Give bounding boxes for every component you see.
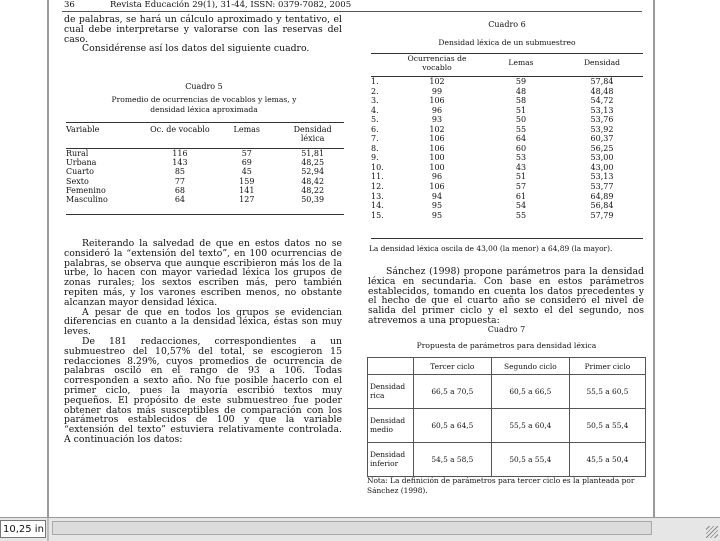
intro-paragraph: Considérense así los datos del siguiente cuadro.: [82, 43, 310, 55]
column-header: Primer ciclo: [569, 358, 645, 375]
table-cell: 9.: [371, 153, 379, 163]
body-paragraph: A pesar de que en todos los grupos se evidencian diferencias en cuanto a la densidad léxica, éstas son muy leves.: [64, 306, 342, 338]
left-intro: [64, 15, 342, 54]
page-left-border: [47, 0, 49, 517]
body-paragraph: Reiterando la salvedad de que en estos datos no se consideró la “extensión del texto”, en 100 ocurrencias de palabras, se observa que aunque escribieron más los de la urbe, lo hacen con mayor variedad léxica los grupos de zonas rurales; los sextos escriben más, pero también repiten más, y los varones escriben menos, no obstante alcanzan mayor densidad léxica.: [64, 238, 342, 308]
table-row: [371, 77, 643, 87]
column-header: Variable: [66, 125, 100, 134]
table-cell: Densidad rica: [368, 375, 414, 409]
table-cell: 5.: [371, 115, 379, 125]
table-cell: 66,5 a 70,5: [413, 375, 491, 409]
table-cell: 61: [515, 191, 527, 201]
intro-paragraph: de palabras, se hará un cálculo aproximado y tentativo, el cual debe interpretarse y valorarse con las reservas del caso.: [64, 14, 342, 45]
column-header: [368, 358, 414, 375]
table-cell: 53,92: [590, 124, 614, 134]
table-cell: 55,5 a 60,4: [491, 409, 569, 443]
table-cell: 48,25: [301, 158, 325, 168]
table-cell: 15.: [371, 210, 384, 220]
table-cell: 93: [431, 115, 443, 125]
table-cell: 50,39: [301, 195, 325, 205]
table-cell: 159: [239, 176, 255, 186]
table-cell: 6.: [371, 124, 379, 134]
table-cell: 64: [515, 134, 527, 144]
table-cell: 55: [515, 124, 527, 134]
table-cell: 53,00: [590, 153, 614, 163]
cuadro6-caption: Densidad léxica de un submuestreo: [438, 38, 576, 47]
table-cell: 48,48: [590, 86, 614, 96]
table-cell: 2.: [371, 86, 379, 96]
table-row: [371, 125, 643, 135]
table-row: [66, 195, 344, 204]
body-paragraph: De 181 redacciones, correspondientes a un submuestreo del 10,57% del total, se escogieron 15 redacciones 8.29%, cuyos promedios de ocurrencia de palabras osciló en el rango de 93 a 106. Todas corresponden a sexto año. No fue posible hacerlo con el primer ciclo, pues la mayoría escribió textos muy pequeños. El propósito de este submuestreo fue poder obtener datos más susceptibles de comparación con los parámetros establecidos de 100 y que la variable “extensión del texto” estuviera relativamente controlada. A continuación los datos:: [64, 335, 342, 445]
table-cell: 100: [429, 153, 445, 163]
table-cell: Masculino: [66, 195, 108, 205]
cuadro5-top-rule: [66, 122, 344, 123]
table-row: [371, 182, 643, 192]
table-cell: 43: [515, 162, 527, 172]
cuadro6-note: La densidad léxica oscila de 43,00 (la menor) a 64,89 (la mayor).: [369, 244, 613, 253]
table-row: [371, 134, 643, 144]
table-cell: 106: [429, 96, 445, 106]
table-header-row: [66, 125, 344, 143]
table-row: [371, 87, 643, 97]
column-header: [371, 55, 393, 72]
table-row: [371, 163, 643, 173]
zoom-readout[interactable]: 10,25 in: [0, 520, 46, 538]
cuadro6-title: Cuadro 6: [488, 20, 526, 29]
table-row: [66, 167, 344, 176]
table-cell: 68: [174, 185, 185, 195]
table-cell: 57,84: [590, 77, 614, 86]
column-header: Segundo ciclo: [491, 358, 569, 375]
table-cell: 53,77: [590, 182, 614, 192]
table-cell: 51: [515, 172, 527, 182]
table-cell: 77: [174, 176, 185, 186]
table-row: [368, 443, 646, 477]
table-cell: 48: [515, 86, 527, 96]
table-cell: 50: [515, 115, 527, 125]
table-row: [66, 158, 344, 167]
table-cell: 106: [429, 134, 445, 144]
table-cell: 64,89: [590, 191, 614, 201]
table-cell: 96: [431, 105, 443, 115]
table-header-row: [368, 358, 646, 375]
table-cell: 106: [429, 143, 445, 153]
table-cell: 99: [431, 86, 443, 96]
table-cell: 54,72: [590, 96, 614, 106]
left-body: [64, 239, 342, 445]
table-row: [371, 106, 643, 116]
table-cell: 57: [515, 182, 527, 192]
table-cell: 143: [172, 158, 188, 168]
table-cell: 69: [241, 158, 252, 168]
table-row: [66, 186, 344, 195]
page-number: 36: [64, 0, 75, 10]
table-cell: 94: [431, 191, 443, 201]
table-cell: 7.: [371, 134, 379, 144]
table-cell: 48,22: [301, 185, 325, 195]
table-row: [371, 211, 643, 221]
table-cell: 57: [241, 149, 252, 158]
table-row: [371, 115, 643, 125]
table-cell: 52,94: [301, 167, 325, 177]
table-cell: 53,76: [590, 115, 614, 125]
table-cell: 95: [431, 210, 443, 220]
table-cell: 8.: [371, 143, 379, 153]
table-cell: 60: [515, 143, 527, 153]
table-cell: Urbana: [66, 158, 97, 168]
table-cell: 56,84: [590, 201, 614, 211]
table-cell: 54,5 a 58,5: [413, 443, 491, 477]
table-cell: Femenino: [66, 185, 106, 195]
table-row: [66, 149, 344, 159]
table-cell: 102: [429, 77, 445, 86]
table-cell: 58: [515, 96, 527, 106]
table-cell: 51: [515, 105, 527, 115]
table-cell: 64: [174, 195, 185, 205]
table-cell: 141: [239, 185, 255, 195]
table-cell: 10.: [371, 162, 384, 172]
table-cell: 13.: [371, 191, 384, 201]
column-header: Tercer ciclo: [413, 358, 491, 375]
column-header: Densidad: [583, 58, 621, 68]
table-cell: 100: [429, 162, 445, 172]
table-cell: 51,81: [301, 149, 325, 158]
table-cell: 127: [239, 195, 255, 205]
table-cell: 96: [431, 172, 443, 182]
cuadro6-bottom-rule: [371, 238, 643, 239]
table-cell: 60,37: [590, 134, 614, 144]
table-cell: 12.: [371, 182, 384, 192]
cuadro5-caption: Promedio de ocurrencias de vocablos y lemas, y densidad léxica aproximada: [111, 95, 297, 114]
table-cell: 53,13: [590, 172, 614, 182]
cuadro5-table: [66, 125, 344, 204]
cuadro7-caption: Propuesta de parámetros para densidad léxica: [416, 341, 597, 350]
viewer-status-bar: [0, 517, 720, 541]
table-row: [371, 201, 643, 211]
table-cell: 56,25: [590, 143, 614, 153]
table-cell: 57,79: [590, 210, 614, 220]
table-cell: 1.: [371, 77, 379, 86]
table-cell: 4.: [371, 105, 379, 115]
table-cell: 55,5 a 60,5: [569, 375, 645, 409]
table-cell: 45,5 a 50,4: [569, 443, 645, 477]
table-cell: 55: [515, 210, 527, 220]
table-cell: 116: [172, 149, 188, 158]
table-cell: 43,00: [590, 162, 614, 172]
column-header: Ocurrencias de vocablo: [407, 54, 467, 72]
table-cell: Sexto: [66, 176, 89, 186]
table-row: [371, 153, 643, 163]
table-cell: 11.: [371, 172, 384, 182]
table-row: [371, 144, 643, 154]
horizontal-scrollbar[interactable]: [52, 521, 652, 535]
status-separator: [47, 518, 49, 541]
table-cell: Densidad inferior: [368, 443, 414, 477]
table-cell: 53: [515, 153, 527, 163]
table-row: [66, 177, 344, 186]
table-cell: 50,5 a 55,4: [569, 409, 645, 443]
journal-citation: Revista Educación 29(1), 31-44, ISSN: 0379-7082, 2005: [110, 0, 352, 10]
table-cell: 59: [515, 77, 527, 86]
table-row: [371, 96, 643, 106]
table-cell: Densidad medio: [368, 409, 414, 443]
page-right-border: [653, 0, 655, 517]
table-cell: 48,42: [301, 176, 325, 186]
table-header-row: [371, 55, 643, 72]
table-row: [368, 409, 646, 443]
column-header: Densidad léxica: [293, 125, 332, 143]
table-row: [368, 375, 646, 409]
header-rule: [62, 11, 642, 12]
cuadro5-bottom-rule: [66, 214, 344, 215]
table-cell: 60,5 a 64,5: [413, 409, 491, 443]
table-cell: 95: [431, 201, 443, 211]
table-cell: 3.: [371, 96, 379, 106]
resize-grip-icon[interactable]: [706, 526, 718, 538]
running-header: [64, 0, 351, 10]
table-cell: 106: [429, 182, 445, 192]
table-row: [371, 192, 643, 202]
cuadro5-title: Cuadro 5: [185, 82, 223, 91]
table-cell: 53,13: [590, 105, 614, 115]
column-header: Lemas: [233, 125, 261, 134]
column-header: Lemas: [508, 58, 534, 68]
table-cell: 54: [515, 201, 527, 211]
cuadro7-note: Nota: La definición de parámetros para tercer ciclo es la planteada por Sánchez (1998).: [367, 476, 635, 495]
table-cell: 50,5 a 55,4: [491, 443, 569, 477]
table-cell: Rural: [66, 149, 89, 158]
column-header: Oc. de vocablo: [150, 125, 210, 134]
cuadro6-table: [371, 55, 643, 220]
table-row: [371, 172, 643, 182]
cuadro7-table: [367, 357, 646, 477]
table-cell: 45: [241, 167, 252, 177]
table-cell: Cuarto: [66, 167, 94, 177]
table-cell: 14.: [371, 201, 384, 211]
table-cell: 102: [429, 124, 445, 134]
table-cell: 85: [174, 167, 185, 177]
table-cell: 60,5 a 66,5: [491, 375, 569, 409]
right-body: Sánchez (1998) propone parámetros para la densidad léxica en secundaria. Con base en estos parámetros establecidos, tomando en cuenta los datos precedentes y el hecho de que el cuarto año se consideró el nivel de salida del primer ciclo y el sexto el del segundo, nos atrevemos a una propuesta:: [368, 266, 644, 326]
cuadro7-title: Cuadro 7: [487, 325, 526, 334]
